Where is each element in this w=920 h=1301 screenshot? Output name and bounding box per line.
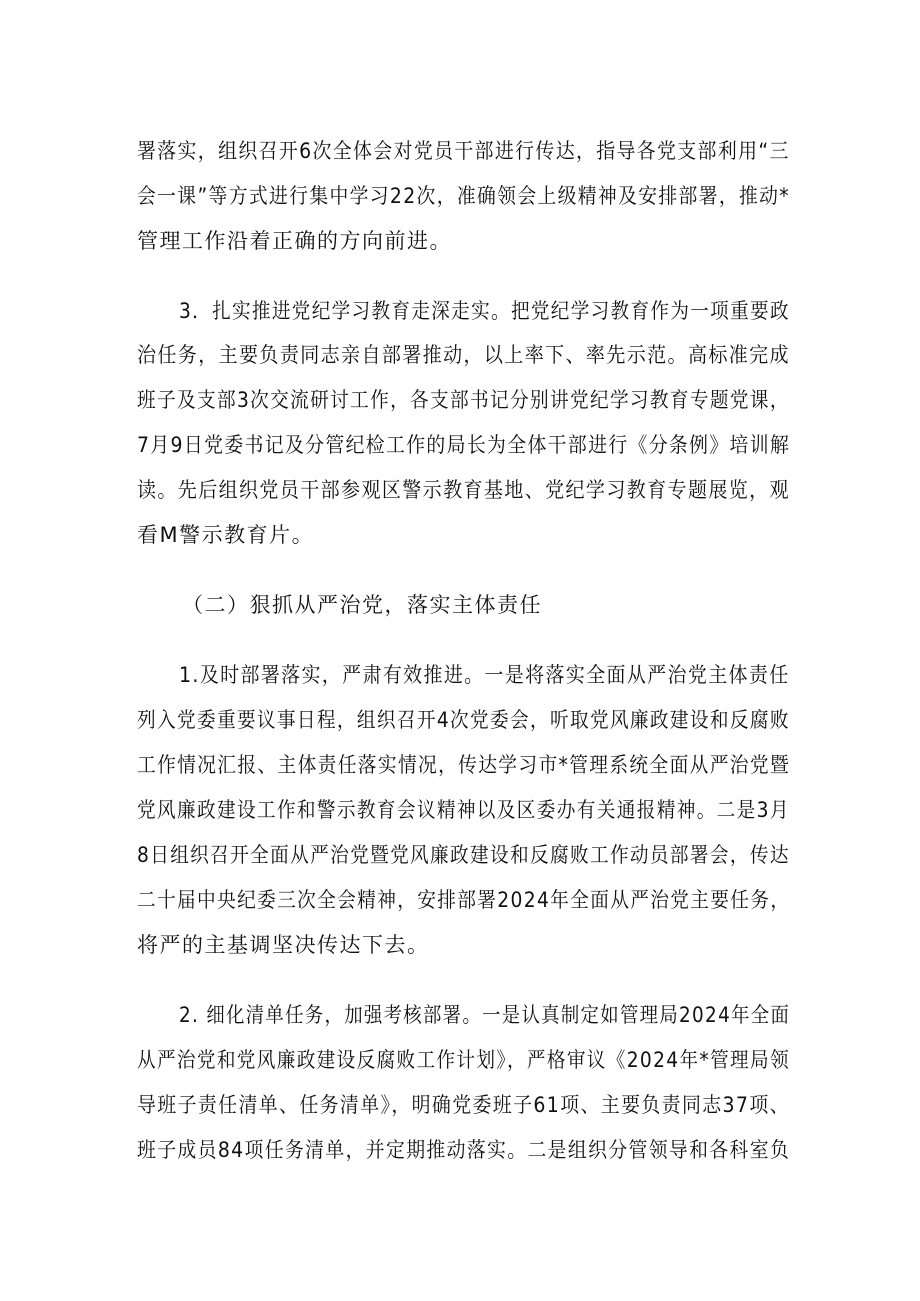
text-line: 管理工作沿着正确的方向前进。 — [137, 229, 452, 253]
text-line: 导班子责任清单、任务清单》，明确党委班子61项、主要负责同志37项、 — [137, 1093, 790, 1117]
text-line: 会一课”等方式进行集中学习22次，准确领会上级精神及安排部署，推动* — [137, 184, 791, 208]
text-line: 党风廉政建设工作和警示教育会议精神以及区委办有关通报精神。二是3月 — [137, 798, 790, 822]
text-line: 7月9日党委书记及分管纪检工作的局长为全体干部进行《分条例》培训解 — [137, 433, 791, 457]
text-line: 读。先后组织党员干部参观区警示教育基地、党纪学习教育专题展览，观 — [137, 478, 790, 502]
text-line: 班子及支部3次交流研讨工作，各支部书记分别讲党纪学习教育专题党课， — [137, 388, 790, 412]
section-title: （二）狠抓从严治党，落实主体责任 — [182, 593, 542, 617]
text-line: 3．扎实推进党纪学习教育走深走实。把党纪学习教育作为一项重要政 — [179, 299, 790, 323]
text-line: 列入党委重要议事日程，组织召开4次党委会，听取党风廉政建设和反腐败 — [137, 708, 790, 732]
text-line: 从严治党和党风廉政建设反腐败工作计划》，严格审议《2024年*管理局领 — [137, 1048, 790, 1072]
text-line: 班子成员84项任务清单，并定期推动落实。二是组织分管领导和各科室负 — [137, 1138, 791, 1162]
text-line: 工作情况汇报、主体责任落实情况，传达学习市*管理系统全面从严治党暨 — [137, 753, 791, 777]
text-line: 2. 细化清单任务，加强考核部署。一是认真制定如管理局2024年全面 — [179, 1003, 791, 1027]
text-line: 治任务，主要负责同志亲自部署推动，以上率下、率先示范。高标准完成 — [137, 343, 790, 367]
text-line: 看M警示教育片。 — [137, 523, 315, 547]
text-line: 二十届中央纪委三次全会精神，安排部署2024年全面从严治党主要任务， — [137, 888, 791, 912]
text-line: 1.及时部署落实，严肃有效推进。一是将落实全面从严治党主体责任 — [179, 663, 790, 687]
text-line: 将严的主基调坚决传达下去。 — [137, 933, 430, 957]
text-line: 署落实，组织召开6次全体会对党员干部进行传达，指导各党支部利用“三 — [137, 139, 790, 163]
text-line: 8日组织召开全面从严治党暨党风廉政建设和反腐败工作动员部署会，传达 — [137, 843, 790, 867]
